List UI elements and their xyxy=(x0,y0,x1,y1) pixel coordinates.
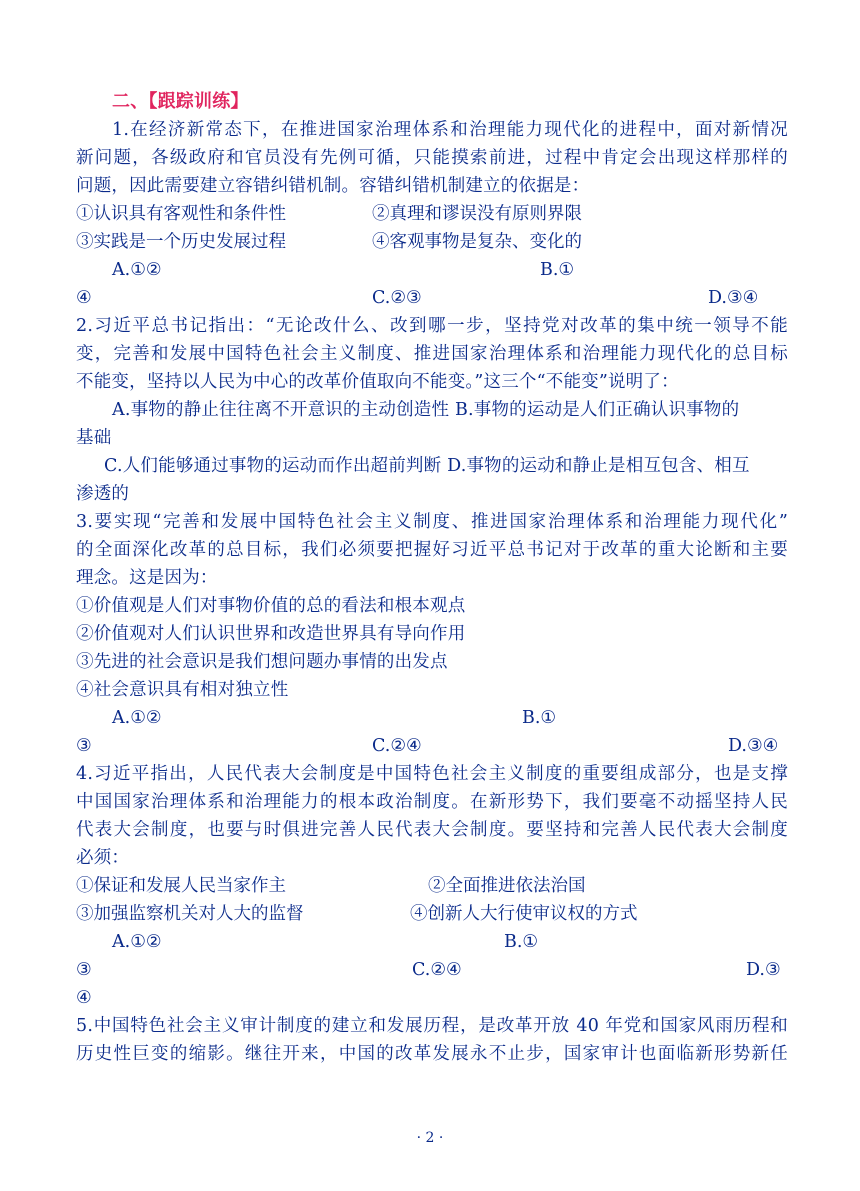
q4-statement-3: ③加强监察机关对人大的监督 xyxy=(76,904,304,924)
q4-option-d-tail: ④ xyxy=(76,988,92,1008)
q5-line-1: 5.中国特色社会主义审计制度的建立和发展历程，是改革开放 40 年党和国家风雨历程和 xyxy=(76,1016,788,1036)
page-number: · 2 · xyxy=(416,1130,444,1146)
q1-statement-3: ③实践是一个历史发展过程 xyxy=(76,232,286,252)
q5-line-2: 历史性巨变的缩影。继往开来，中国的改革发展永不止步，国家审计也面临新形势新任 xyxy=(76,1044,788,1064)
q4-line-1: 4.习近平指出，人民代表大会制度是中国特色社会主义制度的重要组成部分，也是支撑 xyxy=(76,764,788,784)
q3-options-row-1 xyxy=(0,704,860,732)
q3-line-1: 3.要实现“完善和发展中国特色社会主义制度、推进国家治理体系和治理能力现代化” xyxy=(76,512,788,532)
q4-option-d: D.③ xyxy=(746,960,781,980)
q2-option-d-wrap: 渗透的 xyxy=(76,484,130,504)
q1-statement-2: ②真理和谬误没有原则界限 xyxy=(372,204,582,224)
q1-line-1: 1.在经济新常态下，在推进国家治理体系和治理能力现代化的进程中，面对新情况 xyxy=(112,120,788,140)
q3-option-b-tail: ③ xyxy=(76,736,92,756)
q4-options-row-3 xyxy=(0,984,860,1012)
q3-options-row-2 xyxy=(0,732,860,760)
q4-option-b-tail: ③ xyxy=(76,960,92,980)
q3-line-3: 理念。这是因为： xyxy=(76,568,218,588)
q1-option-d: D.③④ xyxy=(708,288,759,308)
q4-options-row-2 xyxy=(0,956,860,984)
q1-statements-row-1 xyxy=(0,200,860,228)
q3-statement-1: ①价值观是人们对事物价值的总的看法和根本观点 xyxy=(76,596,466,616)
q4-statement-2: ②全面推进依法治国 xyxy=(428,876,586,896)
q3-option-a: A.①② xyxy=(112,708,162,728)
q2-line-2: 变，完善和发展中国特色社会主义制度、推进国家治理体系和治理能力现代化的总目标 xyxy=(76,344,788,364)
q1-options-row-1 xyxy=(0,256,860,284)
q3-option-d: D.③④ xyxy=(728,736,779,756)
q1-statement-4: ④客观事物是复杂、变化的 xyxy=(372,232,582,252)
q2-line-3: 不能变，坚持以人民为中心的改革价值取向不能变。”这三个“不能变”说明了： xyxy=(76,372,679,392)
q4-statement-4: ④创新人大行使审议权的方式 xyxy=(410,904,638,924)
q1-options-row-2 xyxy=(0,284,860,312)
q4-option-a: A.①② xyxy=(112,932,162,952)
q1-option-c: C.②③ xyxy=(372,288,422,308)
q4-line-3: 代表大会制度，也要与时俱进完善人民代表大会制度。要坚持和完善人民代表大会制度 xyxy=(76,820,788,840)
q1-statement-1: ①认识具有客观性和条件性 xyxy=(76,204,286,224)
q4-statement-1: ①保证和发展人民当家作主 xyxy=(76,876,286,896)
q3-option-c: C.②④ xyxy=(372,736,422,756)
q3-statement-3: ③先进的社会意识是我们想问题办事情的出发点 xyxy=(76,652,448,672)
q4-line-4: 必须： xyxy=(76,848,130,868)
q3-line-2: 的全面深化改革的总目标，我们必须要把握好习近平总书记对于改革的重大论断和主要 xyxy=(76,540,788,560)
q2-option-cd: C.人们能够通过事物的运动而作出超前判断 D.事物的运动和静止是相互包含、相互 xyxy=(104,456,750,476)
q4-statements-row-2 xyxy=(0,900,860,928)
q1-line-3: 问题，因此需要建立容错纠错机制。容错纠错机制建立的依据是： xyxy=(76,176,590,196)
q2-line-1: 2.习近平总书记指出：“无论改什么、改到哪一步，坚持党对改革的集中统一领导不能 xyxy=(76,316,788,336)
q1-line-2: 新问题，各级政府和官员没有先例可循，只能摸索前进，过程中肯定会出现这样那样的 xyxy=(76,148,788,168)
section-heading: 二、【跟踪训练】 xyxy=(112,91,249,112)
q4-statements-row-1 xyxy=(0,872,860,900)
q1-statements-row-2 xyxy=(0,228,860,256)
q4-options-row-1 xyxy=(0,928,860,956)
q1-option-b: B.① xyxy=(540,260,575,280)
q3-option-b: B.① xyxy=(522,708,557,728)
q4-option-b: B.① xyxy=(504,932,539,952)
q1-option-b-tail: ④ xyxy=(76,288,92,308)
q1-option-a: A.①② xyxy=(112,260,162,280)
q4-line-2: 中国国家治理体系和治理能力的根本政治制度。在新形势下，我们要毫不动摇坚持人民 xyxy=(76,792,788,812)
q3-statement-2: ②价值观对人们认识世界和改造世界具有导向作用 xyxy=(76,624,466,644)
q2-option-ab: A.事物的静止往往离不开意识的主动创造性 B.事物的运动是人们正确认识事物的 xyxy=(112,400,740,420)
q3-statement-4: ④社会意识具有相对独立性 xyxy=(76,680,289,700)
q2-option-b-wrap: 基础 xyxy=(76,428,112,448)
q4-option-c: C.②④ xyxy=(412,960,462,980)
